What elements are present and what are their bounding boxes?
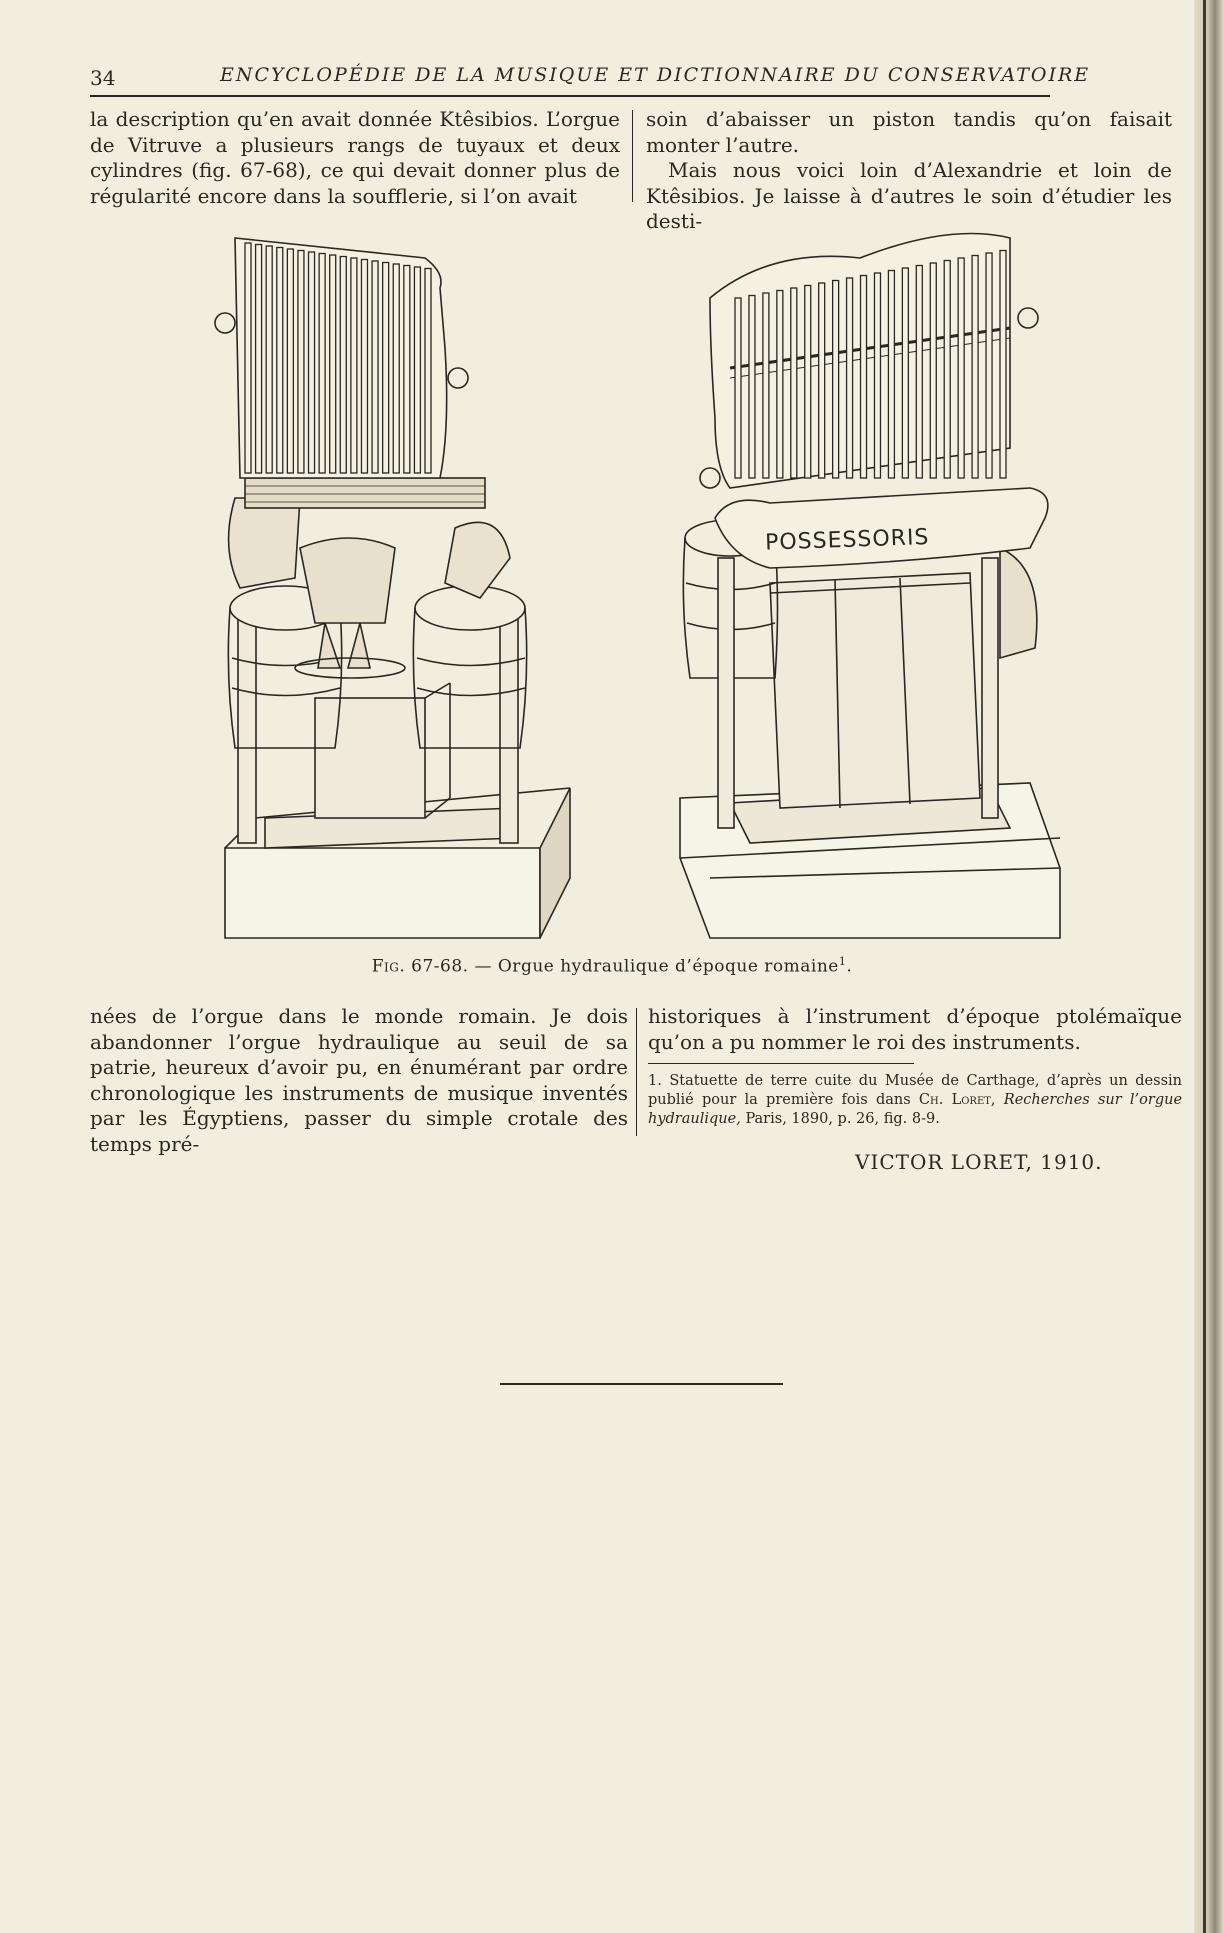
column-divider-bottom [636,1008,637,1136]
top-right-column [646,107,1172,235]
organ-pipe [819,283,825,478]
organ-pipe [763,293,769,478]
organ-pipe [330,255,336,473]
possessoris-inscription: POSSESSORIS [764,524,930,556]
organ-pipe [902,268,908,478]
organ-pipe [361,260,367,474]
organ-pipe [944,261,950,479]
top-right-paragraph-1: soin d’abaisser un piston tandis qu’on faisait monter l’autre. [646,107,1172,157]
organ-engraving-icon [210,228,1070,948]
organ-pipe [393,264,399,473]
caption-label: Fig. 67-68. — [371,956,492,977]
organ-pipe [319,254,325,474]
organ-pipe [277,248,283,474]
footnote [648,1072,1182,1129]
footnote-number: 1. [648,1073,662,1089]
author-signature: VICTOR LORET, 1910. [855,1150,1103,1174]
organ-pipe [298,251,304,474]
end-rule [500,1383,783,1385]
organ-pipe [404,266,410,474]
organ-pipe [414,267,420,473]
organ-pipe [287,249,293,473]
organ-pipe [340,257,346,474]
organ-pipe [309,252,315,473]
bottom-left-paragraph: nées de l’orgue dans le monde romain. Je dois abandonner l’orgue hydraulique au seuil de sa patrie, heureux d’avoir pu, en énumérant par ordre chronologique les instruments de musique inventés par les Égyptiens, passer du simple crotale des temps pré- [90,1004,628,1156]
organ-pipe [972,256,978,479]
organ-pipe [874,273,880,478]
top-right-paragraph-2: Mais nous voici loin d’Alexandrie et loin de Ktêsibios. Je laisse à d’autres le soin d’étudier les desti- [646,158,1172,233]
organ-pipe [749,296,755,479]
organ-pipe [735,298,741,478]
page-number: 34 [90,66,116,90]
organ-pipe [805,286,811,479]
caption-text: Orgue hydraulique d’époque romaine [497,956,839,977]
figure-caption: Fig. 67-68. — Orgue hydraulique d’époque romaine$^1$. [371,955,853,977]
organ-pipe [861,276,867,479]
organ-pipe [266,246,272,473]
footnote-rule [648,1063,914,1064]
organ-pipe [372,261,378,473]
top-left-paragraph: la description qu’en avait donnée Ktêsibios. L’orgue de Vitruve a plusieurs rangs de tuyaux et deux cylindres (fig. 67-68), ce qui devait donner plus de régularité encore dans la soufflerie, si l’on avait [90,107,620,208]
bottom-right-column [648,1004,1182,1055]
organ-pipe [791,288,797,478]
organ-pipe [916,266,922,479]
column-divider-top [632,110,633,202]
organ-pipe [958,258,964,478]
header-rule [90,95,1050,97]
organ-pipe [777,291,783,479]
footnote-text-b: Paris, 1890, p. 26, fig. 8-9. [745,1111,940,1127]
organ-pipe [986,253,992,478]
organ-pipe [256,245,262,474]
organ-pipe [351,258,357,473]
organ-pipe [383,263,389,474]
caption-footnote-mark: 1 [838,955,847,968]
organ-pipe [425,269,431,474]
organ-pipe [1000,251,1006,479]
running-head [90,64,1091,94]
footnote-title: Recherches sur l’orgue hydraulique, [648,1092,1183,1127]
organ-pipe [930,263,936,478]
footnote-author: Ch. Loret, [918,1092,996,1108]
bottom-left-column [90,1004,628,1157]
organ-pipe [888,271,894,479]
top-left-column [90,107,620,209]
organ-pipe [847,278,853,478]
organ-pipe [833,281,839,479]
running-title: ENCYCLOPÉDIE DE LA MUSIQUE ET DICTIONNAIRE DU CONSERVATOIRE [220,64,1091,86]
footnote-text-a: Statuette de terre cuite du Musée de Carthage, d’après un dessin publié pour la première fois dans [648,1073,1182,1108]
organ-pipe [245,243,251,473]
bottom-right-paragraph: historiques à l’instrument d’époque ptolémaïque qu’on a pu nommer le roi des instruments. [648,1004,1182,1054]
figure-hydraulic-organs [210,228,1070,948]
